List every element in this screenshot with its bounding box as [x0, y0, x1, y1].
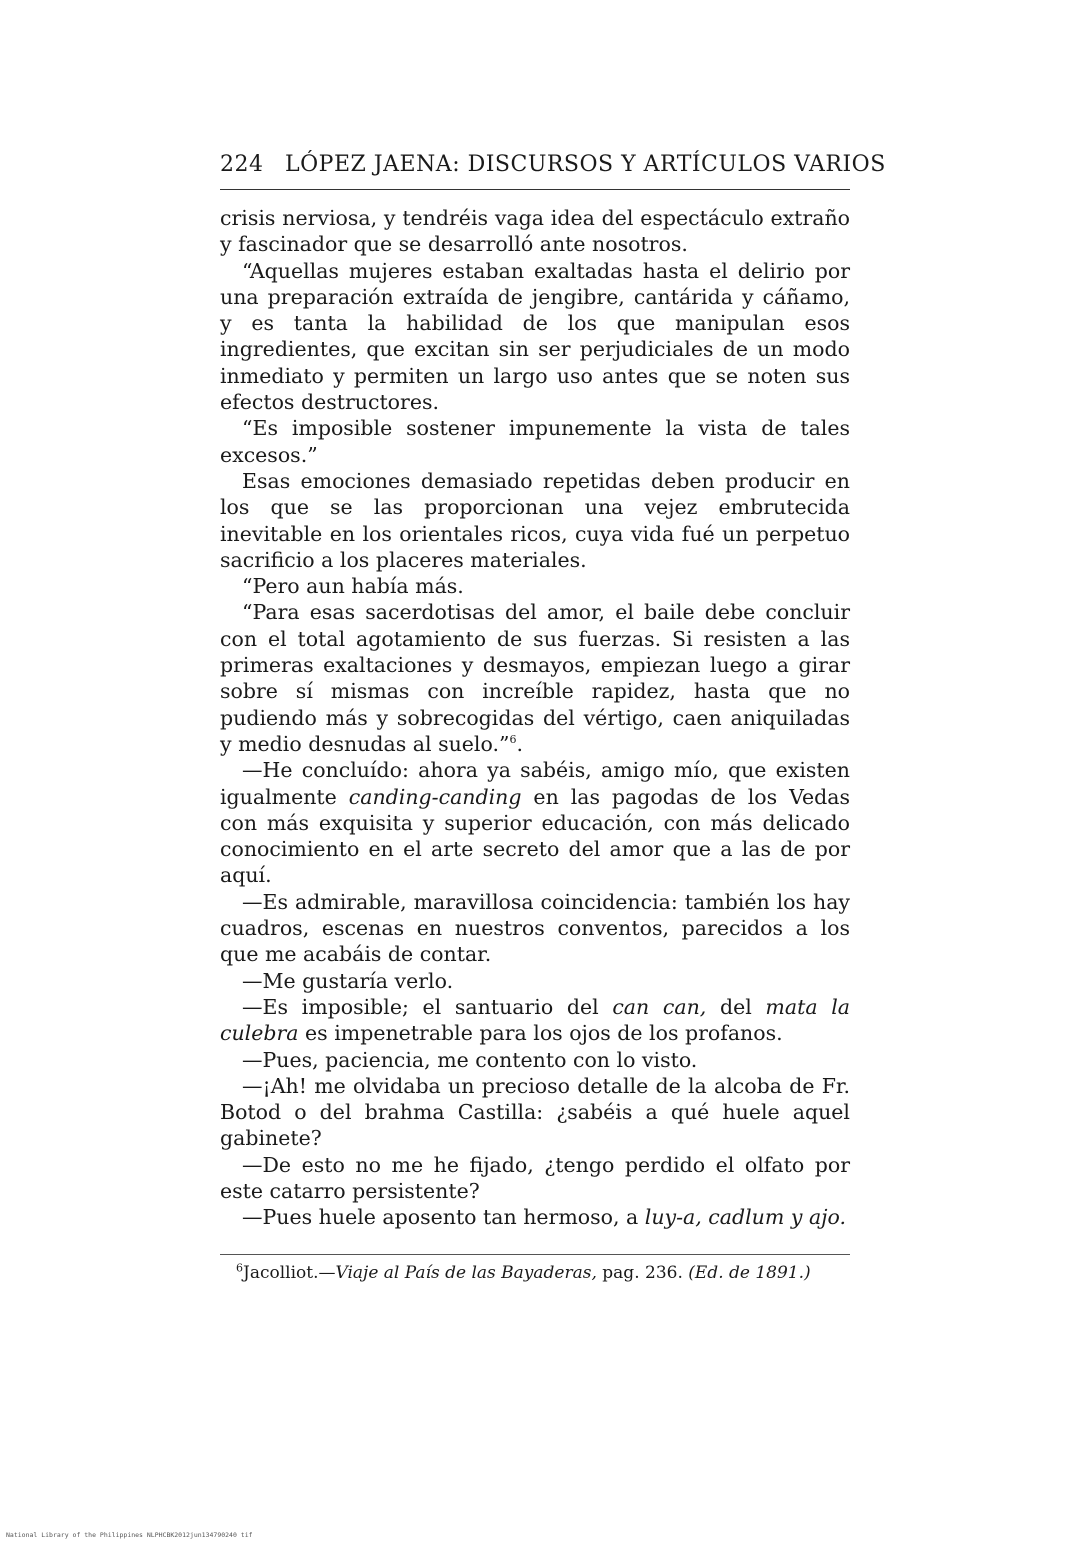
text-run: en las pagodas de los Vedas con más exquisita y superior educación, con más delicado conocimiento en el arte secreto del amor que a las de por aquí.	[220, 784, 851, 888]
text-run: —He concluído: ahora ya sabéis, amigo mío, que existen igualmente	[220, 758, 850, 809]
header-rule	[220, 189, 850, 190]
italic-text: mata la culebra	[220, 994, 850, 1046]
italic-text: canding-canding	[348, 784, 522, 809]
paragraph	[220, 968, 850, 994]
footnote-rule	[220, 1254, 850, 1255]
text-run: del	[706, 994, 766, 1019]
text-run: es impenetrable para los ojos de los profanos.	[298, 1021, 783, 1046]
text-run: —¡Ah! me olvidaba un precioso detalle de la alcoba de Fr. Botod o del brahma Castilla: ¿sabéis a qué huele aquel gabinete?	[220, 1073, 850, 1151]
paragraph	[220, 1152, 850, 1205]
footnote-reference: 6	[509, 733, 517, 747]
text-run: —De esto no me he fijado, ¿tengo perdido el olfato por este catarro persistente?	[220, 1152, 850, 1203]
scan-stamp: National Library of the Philippines NLPHCBK2012jun134790240 tif	[6, 1531, 253, 1539]
text-run: pag. 236.	[596, 1263, 689, 1283]
italic-text: (Ed. de 1891.)	[688, 1263, 811, 1283]
paragraph	[220, 415, 850, 468]
text-run: —Pues, paciencia, me contento con lo visto.	[242, 1047, 698, 1072]
page-number: 224	[220, 152, 264, 177]
text-run: —Me gustaría verlo.	[242, 968, 454, 993]
paragraph	[220, 757, 850, 888]
text-run: —Es imposible; el santuario del	[242, 994, 613, 1019]
paragraph	[220, 889, 850, 968]
paragraph	[220, 468, 850, 573]
body-text	[220, 205, 850, 1231]
paragraph	[220, 1047, 850, 1073]
paragraph	[220, 1073, 850, 1152]
text-run: .	[516, 731, 523, 756]
italic-text: Viaje al País de las Bayaderas,	[335, 1263, 597, 1283]
running-title: LÓPEZ JAENA: DISCURSOS Y ARTÍCULOS VARIOS	[285, 152, 886, 177]
text-run: “Pero aun había más.	[242, 574, 464, 599]
text-run: Esas emociones demasiado repetidas deben producir en los que se las proporcionan una vejez embrutecida inevitable en los orientales ricos, cuya vida fué un perpetuo sacrificio a los placeres materiales.	[220, 468, 850, 572]
text-run: “Aquellas mujeres estaban exaltadas hasta el delirio por una preparación extraída de jengibre, cantárida y cáñamo, y es tanta la habilidad de los que manipulan esos ingredientes, que excitan sin ser perjudiciales de un modo inmediato y permiten un largo uso antes que se noten sus efectos destructores.	[220, 258, 850, 415]
text-run: Jacolliot.—	[243, 1263, 336, 1283]
footnote	[220, 1262, 850, 1284]
text-run: crisis nerviosa, y tendréis vaga idea del espectáculo extraño y fascinador que se desarrolló ante nosotros.	[220, 206, 850, 257]
paragraph	[220, 994, 850, 1047]
text-run: —Es admirable, maravillosa coincidencia: también los hay cuadros, escenas en nuestros conventos, parecidos a los que me acabáis de contar.	[220, 889, 850, 967]
paragraph	[220, 599, 850, 757]
running-header	[220, 152, 886, 177]
paragraph	[220, 258, 850, 416]
text-run: “Es imposible sostener impunemente la vista de tales excesos.”	[220, 416, 850, 467]
paragraph	[220, 1204, 850, 1230]
italic-text: luy-a, cadlum y ajo.	[644, 1205, 847, 1230]
footnote-marker: 6	[236, 1261, 243, 1275]
text-run: “Para esas sacerdotisas del amor, el baile debe concluir con el total agotamiento de sus fuerzas. Si resisten a las primeras exaltaciones y desmayos, empiezan luego a girar sobre sí mismas con increíble rapidez, hasta que no pudiendo más y sobrecogidas del vértigo, caen aniquiladas y medio desnudas al suelo.”	[220, 600, 850, 756]
italic-text: can can,	[612, 994, 707, 1019]
paragraph	[220, 205, 850, 258]
paragraph	[220, 573, 850, 599]
text-run: —Pues huele aposento tan hermoso, a	[242, 1205, 645, 1230]
